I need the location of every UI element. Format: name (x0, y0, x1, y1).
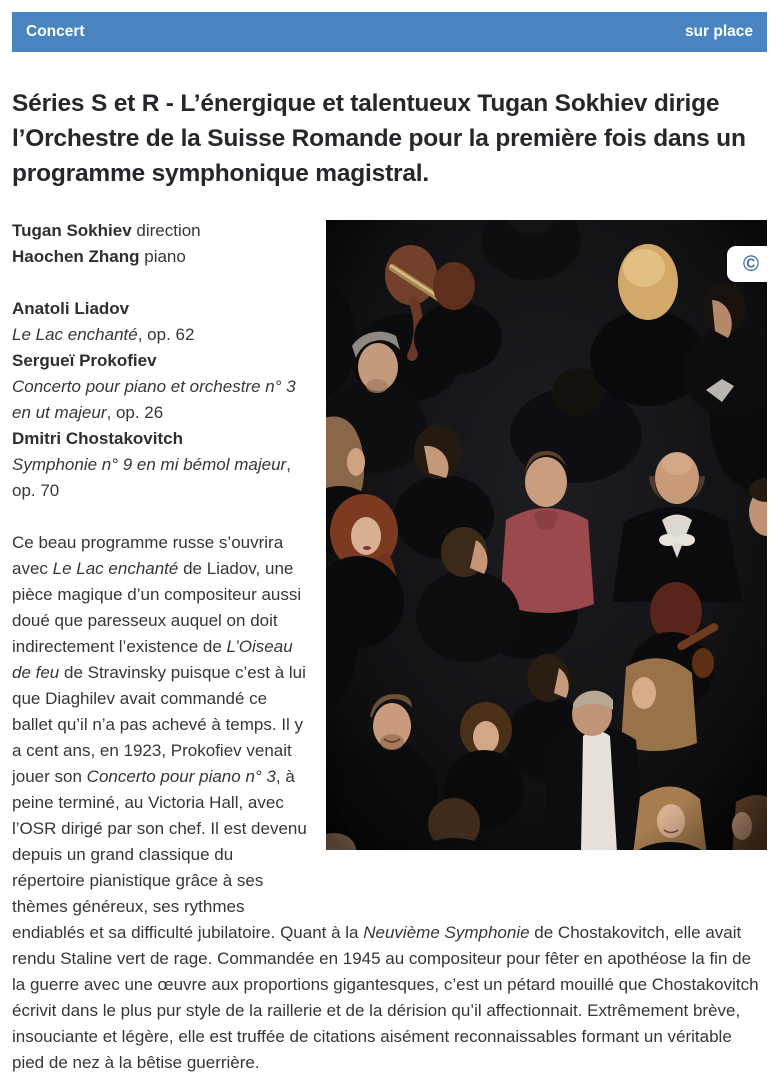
category-label: Concert (26, 23, 85, 40)
composer-name: Anatoli Liadov (12, 299, 130, 318)
artist-name: Tugan Sokhiev (12, 221, 132, 240)
notes-text: Ce beau programme russe s’ouvrira avec (12, 533, 284, 578)
category-bar (12, 12, 767, 52)
copyright-badge[interactable] (727, 246, 775, 282)
work-title-text: Concerto pour piano et orchestre n° 3 en ut majeur (12, 377, 296, 422)
work-opus: , op. 62 (137, 325, 195, 344)
notes-work-title: Le Lac enchanté (52, 559, 179, 578)
artist-role: direction (131, 221, 201, 240)
artist-role: piano (139, 247, 186, 266)
work-title-text: Le Lac enchanté (12, 325, 138, 344)
artist-name: Haochen Zhang (12, 247, 140, 266)
notes-text: de Chostakovitch, elle avait rendu Staline vert de rage. Commandée en 1945 au compositeur pour fêter en apothéose la fin de la guerre avec une œuvre aux proportions gigantesques, c’est un pétard mouillé que Chostakovitch écrivit dans le plus pur style de la raillerie et de la dérision qu’il affectionnait. Extrêmement brève, insouciante et légère, elle est truffée de citations aisément reconnaissables formant un véritable pied de nez à la bêtise guerrière. (12, 923, 759, 1072)
work-opus: , op. 70 (12, 455, 291, 500)
concert-details (12, 218, 767, 1076)
composer-name: Dmitri Chostakovitch (12, 429, 183, 448)
work-opus: , op. 26 (106, 403, 164, 422)
orchestra-photo (326, 220, 767, 850)
notes-text: de Liadov, une pièce magique d’un compositeur aussi doué que paresseux auquel on doit indirectement l’existence de (12, 559, 302, 656)
work-title-text: Symphonie n° 9 en mi bémol majeur (12, 455, 287, 474)
notes-text: , à peine terminé, au Victoria Hall, avec l’OSR dirigé par son chef. Il est devenu depuis un grand classique du répertoire pianistique grâce à ses thèmes généreux, ses rythmes endiablés et sa difficulté jubilatoire. Quant à la (12, 767, 364, 942)
notes-work-title: L’Oiseau de feu (12, 637, 293, 682)
composer-name: Sergueï Prokofiev (12, 351, 157, 370)
orchestra-photo-art (326, 220, 767, 850)
notes-text: de Stravinsky puisque c’est à lui que Diaghilev avait commandé ce ballet qu’il n’a pas achevé à temps. Il y a cent ans, en 1923, Prokofiev venait jouer son (12, 663, 306, 786)
notes-work-title: Concerto pour piano n° 3 (86, 767, 276, 786)
notes-work-title: Neuvième Symphonie (363, 923, 530, 942)
concert-title: Séries S et R - L’énergique et talentueux Tugan Sokhiev dirige l’Orchestre de la Suisse Romande pour la première fois dans un programme symphonique magistral. (12, 90, 746, 187)
location-label: sur place (684, 23, 753, 40)
copyright-icon: © (742, 251, 760, 276)
